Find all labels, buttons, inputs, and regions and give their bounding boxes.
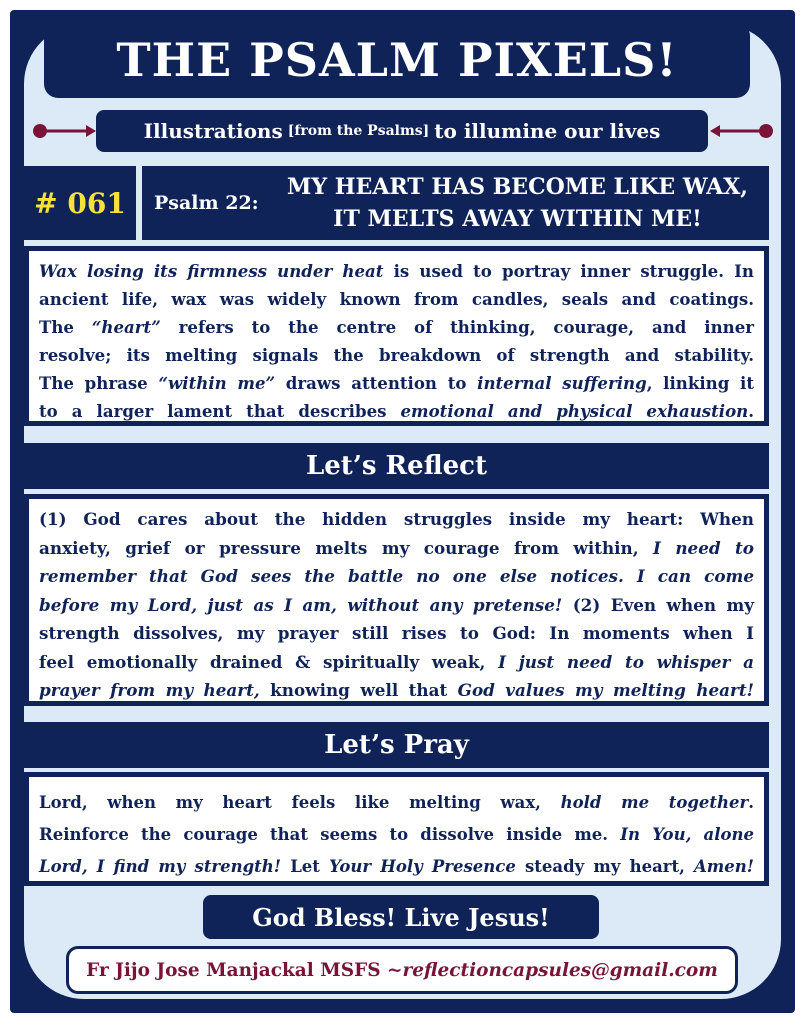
subtitle-bar — [96, 110, 708, 152]
subtitle-small: [from the Psalms] — [287, 123, 430, 139]
psalm-number: # 061 — [24, 166, 136, 240]
author-name: Fr Jijo Jose Manjackal MSFS ~ — [86, 959, 403, 981]
verse-heading — [142, 166, 769, 240]
pray-line: Reinforce the courage that seems to dissolve inside me. In You, alone — [39, 825, 754, 844]
verse-text — [274, 171, 769, 235]
intro-line: resolve; its melting signals the breakdown of strength and stability. — [39, 345, 754, 365]
reflect-line: strength dissolves, my prayer still rises to God: In moments when I — [39, 623, 754, 643]
reflect-line: feel emotionally drained & spiritually weak, I just need to whisper a — [39, 651, 754, 672]
pray-line: Lord, I find my strength! Let Your Holy Presence steady my heart, Amen! — [39, 857, 754, 876]
pray-box — [24, 772, 769, 886]
intro-line: ancient life, wax was widely known from candles, seals and coatings. — [39, 289, 754, 309]
pray-heading: Let’s Pray — [24, 722, 769, 768]
left-arrow-connector-icon — [30, 121, 100, 141]
intro-line: Wax losing its firmness under heat is used to portray inner struggle. In — [39, 261, 754, 281]
reflect-line: anxiety, grief or pressure melts my courage from within, I need to — [39, 537, 754, 558]
pray-line: Lord, when my heart feels like melting wax, hold me together. — [39, 793, 754, 812]
intro-line: The phrase “within me” draws attention to internal suffering, linking it — [39, 373, 754, 393]
subtitle-after: to illumine our lives — [434, 119, 661, 143]
blessing-banner: God Bless! Live Jesus! — [203, 895, 599, 939]
reflect-heading: Let’s Reflect — [24, 443, 769, 489]
reflect-box — [24, 494, 769, 706]
author-email-link[interactable]: reflectioncapsules@gmail.com — [402, 959, 718, 981]
right-arrow-connector-icon — [706, 121, 776, 141]
reflect-line: prayer from my heart, knowing well that God values my melting heart! — [39, 680, 754, 700]
page-title: THE PSALM PIXELS! — [44, 22, 750, 98]
psalm-reference: Psalm 22: — [154, 192, 259, 214]
verse-line-2: IT MELTS AWAY WITHIN ME! — [333, 206, 702, 232]
reflect-line: before my Lord, just as I am, without any pretense! (2) Even when my — [39, 594, 754, 615]
intro-box — [24, 246, 769, 426]
reflect-line: remember that God sees the battle no one else notices. I can come — [39, 566, 754, 586]
subtitle-before: Illustrations — [143, 119, 283, 143]
verse-line-1: MY HEART HAS BECOME LIKE WAX, — [287, 174, 748, 200]
intro-line: to a larger lament that describes emotional and physical exhaustion. — [39, 401, 754, 421]
reflect-line: (1) God cares about the hidden struggles inside my heart: When — [39, 509, 754, 529]
intro-line: The “heart” refers to the centre of thinking, courage, and inner — [39, 317, 754, 337]
author-footer — [66, 946, 738, 994]
